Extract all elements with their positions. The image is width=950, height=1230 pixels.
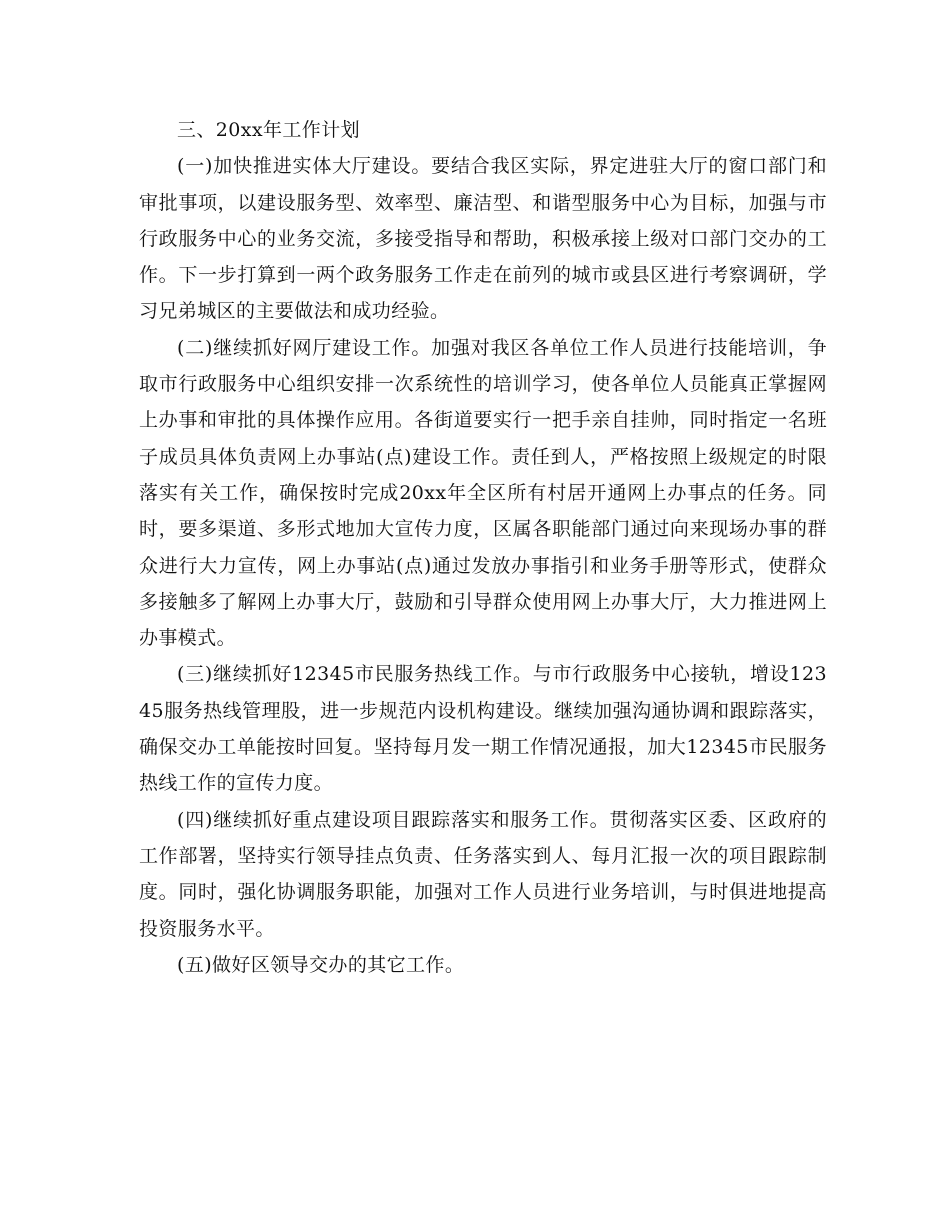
paragraph-plan-4: (四)继续抓好重点建设项目跟踪落实和服务工作。贯彻落实区委、区政府的工作部署，坚持实行领导挂点负责、任务落实到人、每月汇报一次的项目跟踪制度。同时，强化协调服务职能，加强对工作人员进行业务培训，与时俱进地提高投资服务水平。 [139,808,827,940]
paragraph-plan-1: (一)加快推进实体大厅建设。要结合我区实际，界定进驻大厅的窗口部门和审批事项，以建设服务型、效率型、廉洁型、和谐型服务中心为目标，加强与市行政服务中心的业务交流，多接受指导和帮助，积极承接上级对口部门交办的工作。下一步打算到一两个政务服务工作走在前列的城市或县区进行考察调研，学习兄弟城区的主要做法和成功经验。 [139,155,827,323]
section-heading: 三、20xx年工作计划 [177,119,361,141]
paragraph-plan-5: (五)做好区领导交办的其它工作。 [177,953,465,976]
document-body [139,112,827,983]
paragraph-plan-2: (二)继续抓好网厅建设工作。加强对我区各单位工作人员进行技能培训，争取市行政服务中心组织安排一次系统性的培训学习，使各单位人员能真正掌握网上办事和审批的具体操作应用。各街道要实行一把手亲自挂帅，同时指定一名班子成员具体负责网上办事站(点)建设工作。责任到人，严格按照上级规定的时限落实有关工作，确保按时完成20xx年全区所有村居开通网上办事点的任务。同时，要多渠道、多形式地加大宣传力度，区属各职能部门通过向来现场办事的群众进行大力宣传，网上办事站(点)通过发放办事指引和业务手册等形式，使群众多接触多了解网上办事大厅，鼓励和引导群众使用网上办事大厅，大力推进网上办事模式。 [139,336,827,650]
paragraph-plan-3: (三)继续抓好12345市民服务热线工作。与市行政服务中心接轨，增设12345服务热线管理股，进一步规范内设机构建设。继续加强沟通协调和跟踪落实，确保交办工单能按时回复。坚持每月发一期工作情况通报，加大12345市民服务热线工作的宣传力度。 [139,663,827,795]
